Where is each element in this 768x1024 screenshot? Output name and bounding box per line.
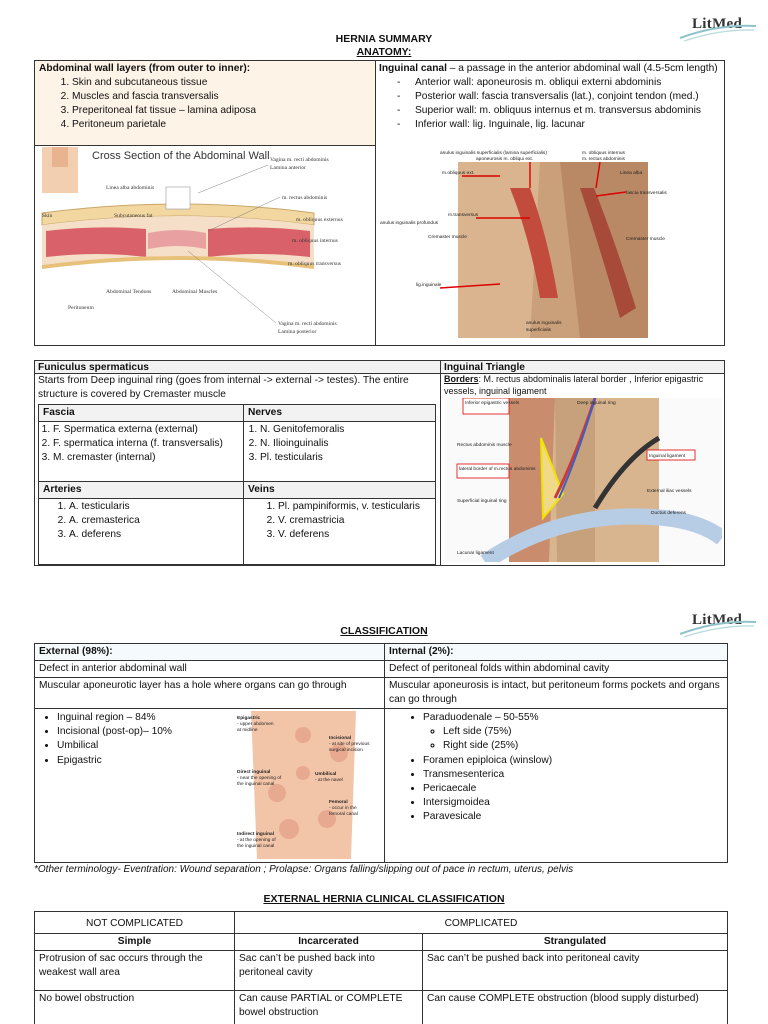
inguinal-canal: [377, 61, 723, 145]
svg-text:Peritoneum: Peritoneum: [68, 305, 94, 311]
list-item: - Inferior wall: lig. Inguinale, lig. lacunar: [397, 119, 585, 131]
svg-text:Direct inguinal: Direct inguinal: [237, 770, 271, 776]
table-cell: Sac can’t be pushed back into peritoneal cavity: [235, 951, 423, 991]
svg-text:Linea alba: Linea alba: [620, 171, 643, 176]
svg-text:m. obliquus internus: m. obliquus internus: [582, 151, 625, 156]
svg-text:Subcutaneous fat: Subcutaneous fat: [114, 213, 153, 219]
inguinal-canal-illustration: [380, 148, 680, 342]
external-types-cell: [35, 709, 385, 863]
svg-text:the inguinal canal: the inguinal canal: [237, 782, 275, 788]
svg-text:Vagina m. recti abdominis: Vagina m. recti abdominis: [278, 321, 337, 327]
svg-text:fascia transversalis: fascia transversalis: [626, 191, 667, 196]
svg-text:Lamina anterior: Lamina anterior: [270, 165, 306, 171]
list-item: 2. F. spermatica interna (f. transversalis): [53, 437, 239, 451]
svg-text:Skin: Skin: [42, 213, 53, 219]
svg-text:Superficial inguinal ring: Superficial inguinal ring: [457, 499, 507, 504]
svg-text:Vagina m. recti abdominis: Vagina m. recti abdominis: [270, 157, 329, 163]
inguinal-canal-description: – a passage in the anterior abdominal wall (4.5-5cm length): [446, 63, 718, 74]
svg-text:Epigastric: Epigastric: [237, 716, 261, 722]
table-cell: Can cause COMPLETE obstruction (blood supply disturbed): [423, 991, 728, 1024]
anatomy-heading: ANATOMY:: [356, 46, 412, 58]
list-item: 2. N. Ilioinguinalis: [260, 437, 431, 451]
list-item: 1. Skin and subcutaneous tissue: [72, 76, 371, 90]
svg-text:femoral canal: femoral canal: [329, 812, 358, 818]
nerves-heading: Nerves: [244, 405, 436, 422]
svg-text:Cremaster muscle: Cremaster muscle: [428, 235, 467, 240]
svg-text:Abdominal Muscles: Abdominal Muscles: [172, 289, 218, 295]
svg-text:aponeurosis m. obliqui ext.: aponeurosis m. obliqui ext.: [476, 157, 534, 162]
table-cell: Can cause PARTIAL or COMPLETE bowel obstruction: [235, 991, 423, 1024]
list-item: 1. N. Genitofemoralis: [260, 423, 431, 437]
incarcerated-header: Incarcerated: [235, 934, 423, 951]
svg-text:- at the opening of: - at the opening of: [237, 838, 276, 844]
veins-heading: Veins: [244, 482, 436, 499]
external-row1: Defect in anterior abdominal wall: [35, 661, 385, 678]
funiculus-divider: [440, 360, 441, 566]
svg-text:Femoral: Femoral: [329, 800, 348, 806]
anatomy-row-divider: [34, 145, 375, 146]
abdominal-wall-layers: [35, 61, 375, 145]
svg-text:surgical incision: surgical incision: [329, 748, 363, 754]
fascia-cell: [39, 422, 244, 482]
list-item: • Incisional (post-op)– 10%: [57, 725, 380, 739]
triangle-heading: Inguinal Triangle: [444, 362, 525, 373]
list-item: • Inguinal region – 84%: [57, 711, 380, 725]
svg-text:m. rectus abdominis: m. rectus abdominis: [582, 157, 625, 162]
list-item: • Umbilical: [57, 739, 380, 753]
list-item: 3. V. deferens: [278, 528, 431, 542]
anatomy-divider: [375, 60, 376, 346]
arteries-cell: [39, 499, 244, 565]
svg-text:Inferior epigastric vessels: Inferior epigastric vessels: [465, 401, 520, 406]
sub-list: [423, 725, 723, 753]
svg-text:the inguinal canal: the inguinal canal: [237, 844, 275, 850]
svg-text:Umbilical: Umbilical: [315, 772, 337, 778]
hernia-locations-figure: [231, 711, 376, 859]
list-item: - Posterior wall: fascia transversalis (lat.), conjoint tendon (med.): [397, 91, 699, 103]
internal-row2: Muscular aponeurosis is intact, but peritoneum forms pockets and organs can go through: [385, 678, 728, 709]
svg-text:- near the opening of: - near the opening of: [237, 776, 282, 782]
table-cell: Sac can’t be pushed back into peritoneal cavity: [423, 951, 728, 991]
list-item: - Superior wall: m. obliquus internus et m. transversus abdominis: [397, 105, 701, 117]
svg-text:Indirect inguinal: Indirect inguinal: [237, 832, 275, 838]
list-item: ◦ Right side (25%): [443, 739, 723, 753]
internal-row1: Defect of peritoneal folds within abdominal cavity: [385, 661, 728, 678]
cross-section-title: Cross Section of the Abdominal Wall: [92, 150, 270, 162]
funiculus-description: Starts from Deep inguinal ring (goes from internal -> external -> testes). The entire structure is covered by Cremaster muscle: [38, 375, 409, 401]
svg-text:lateral border of m.rectus abd: lateral border of m.rectus abdominis: [459, 467, 536, 472]
list-item: 1. Pl. pampiniformis, v. testicularis: [278, 500, 431, 514]
list-item: 1. F. Spermatica externa (external): [53, 423, 239, 437]
page-title: HERNIA SUMMARY: [335, 33, 433, 45]
abdominal-wall-list: [39, 76, 371, 132]
svg-text:anulus inguinalis profundus: anulus inguinalis profundus: [380, 221, 439, 226]
svg-text:m. obliquus transversus: m. obliquus transversus: [288, 261, 341, 267]
list-item: 2. Muscles and fascia transversalis: [72, 90, 371, 104]
svg-text:at midline: at midline: [237, 728, 258, 734]
svg-text:anulus inguinalis: anulus inguinalis: [526, 321, 562, 326]
svg-text:anulus inguinalis superficiali: anulus inguinalis superficialis (lamina superficialis): [440, 151, 547, 156]
inguinal-canal-heading: Inguinal canal: [379, 63, 447, 74]
funiculus-heading: Funiculus spermaticus: [38, 362, 149, 373]
list-item: ◦ Left side (75%): [443, 725, 723, 739]
list-item: • Transmesenterica: [423, 768, 723, 782]
svg-text:- at the navel: - at the navel: [315, 778, 343, 784]
cross-section-illustration: [38, 147, 370, 343]
terminology-note: *Other terminology- Eventration: Wound separation ; Prolapse: Organs falling/slipping out of pace in rectum, uterus, pelvis: [34, 864, 574, 875]
list-item: • Paraduodenale – 50-55%: [423, 711, 723, 725]
svg-text:External iliac vessels: External iliac vessels: [647, 489, 692, 494]
svg-text:Ductus deferens: Ductus deferens: [651, 511, 686, 516]
table-cell: Protrusion of sac occurs through the weakest wall area: [35, 951, 235, 991]
classification-table: [34, 643, 728, 863]
simple-header: Simple: [35, 934, 235, 951]
list-item: • Foramen epiploica (winslow): [423, 754, 723, 768]
classification-heading: CLASSIFICATION: [340, 625, 428, 637]
veins-cell: [244, 499, 436, 565]
svg-text:Linea alba abdominis: Linea alba abdominis: [106, 185, 155, 191]
arteries-heading: Arteries: [39, 482, 244, 499]
litmed-logo: LitMed: [692, 16, 743, 32]
fascia-heading: Fascia: [39, 405, 244, 422]
list-item: 3. A. deferens: [69, 528, 239, 542]
svg-text:- at site of previous: - at site of previous: [329, 742, 370, 748]
svg-text:Cremaster muscle: Cremaster muscle: [626, 237, 665, 242]
external-heading: External (98%):: [35, 644, 385, 661]
list-item: • Intersigmoidea: [423, 796, 723, 810]
internal-heading: Internal (2%):: [385, 644, 728, 661]
table-cell: No bowel obstruction: [35, 991, 235, 1024]
clinical-heading: EXTERNAL HERNIA CLINICAL CLASSIFICATION: [263, 893, 505, 905]
litmed-logo-2: LitMed: [692, 612, 743, 628]
svg-text:Deep inguinal ring: Deep inguinal ring: [577, 401, 616, 406]
inguinal-triangle-illustration: [445, 398, 722, 562]
list-item: - Anterior wall: aponeurosis m. obliqui externi abdominis: [397, 77, 662, 89]
svg-text:Rectus abdominis muscle: Rectus abdominis muscle: [457, 443, 512, 448]
triangle-borders: Borders: M. rectus abdominalis lateral border , Inferior epigastric vessels, inguinal ligament: [444, 374, 704, 396]
svg-text:Lacunar ligament: Lacunar ligament: [457, 551, 494, 556]
strangulated-header: Strangulated: [423, 934, 728, 951]
svg-text:m. rectus abdominis: m. rectus abdominis: [282, 195, 328, 201]
not-complicated-header: NOT COMPLICATED: [35, 912, 235, 934]
svg-text:- occur in the: - occur in the: [329, 806, 357, 812]
funiculus-table: [38, 404, 436, 565]
list-item: 1. A. testicularis: [69, 500, 239, 514]
svg-text:m. obliquus externus: m. obliquus externus: [296, 217, 343, 223]
list-item: • Epigastric: [57, 754, 380, 768]
svg-text:m.transversus: m.transversus: [448, 213, 479, 218]
svg-text:lig.inguinale: lig.inguinale: [416, 283, 442, 288]
list-item: 2. V. cremastricia: [278, 514, 431, 528]
list-item: • Paravesicale: [423, 810, 723, 824]
svg-text:superficialis: superficialis: [526, 328, 552, 333]
svg-text:Incisional: Incisional: [329, 736, 352, 742]
inguinal-walls-list: [379, 76, 721, 132]
svg-text:Lamina posterior: Lamina posterior: [278, 329, 317, 335]
abdominal-wall-heading: Abdominal wall layers (from outer to inner):: [39, 63, 251, 74]
list-item: 3. Pl. testicularis: [260, 451, 431, 465]
svg-text:m.obliquus ext.: m.obliquus ext.: [442, 171, 475, 176]
svg-text:- upper abdomen: - upper abdomen: [237, 722, 274, 728]
internal-types-cell: [385, 709, 728, 863]
svg-text:Abdominal Tendons: Abdominal Tendons: [106, 289, 152, 295]
complicated-header: COMPLICATED: [235, 912, 728, 934]
list-item: 2. A. cremasterica: [69, 514, 239, 528]
clinical-table: [34, 911, 728, 1024]
list-item: 4. Peritoneum parietale: [72, 118, 371, 132]
list-item: 3. M. cremaster (internal): [53, 451, 239, 465]
svg-text:Inguinal ligament: Inguinal ligament: [649, 454, 686, 459]
nerves-cell: [244, 422, 436, 482]
list-item: 3. Preperitoneal fat tissue – lamina adiposa: [72, 104, 371, 118]
svg-text:m. obliquus internus: m. obliquus internus: [292, 238, 338, 244]
list-item: • Pericaecale: [423, 782, 723, 796]
external-row2: Muscular aponeurotic layer has a hole where organs can go through: [35, 678, 385, 709]
